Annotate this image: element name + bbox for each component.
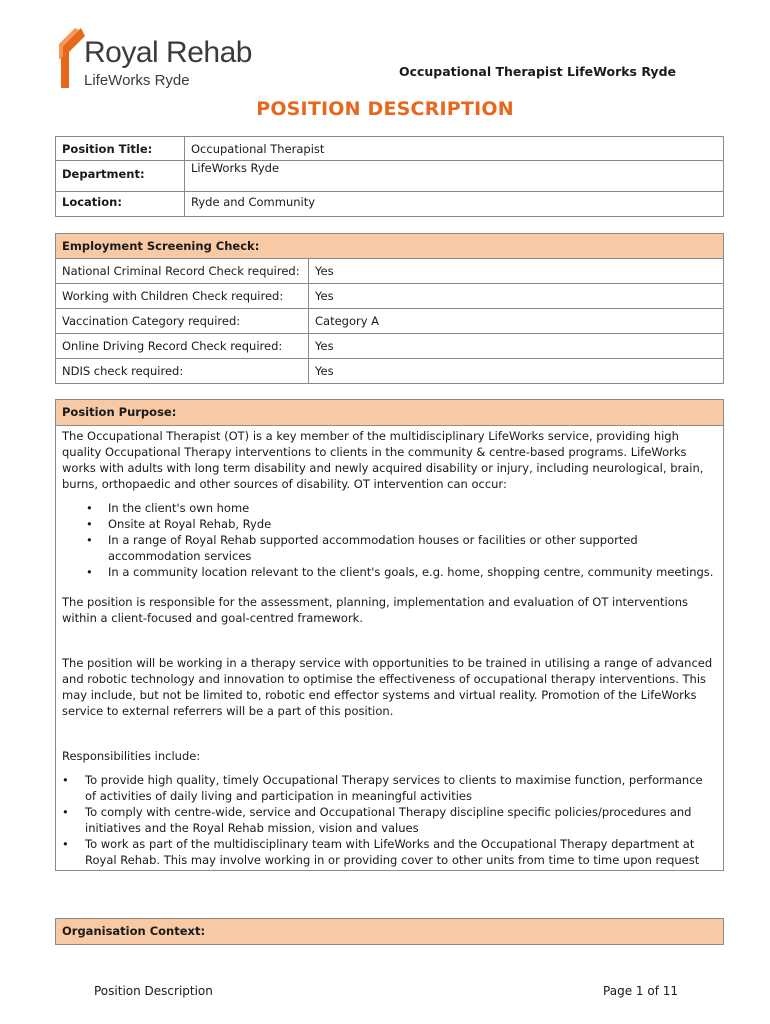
check-value: Category A bbox=[309, 309, 724, 334]
position-purpose-table bbox=[55, 399, 724, 871]
position-details-table bbox=[55, 136, 724, 217]
table-header-row bbox=[56, 400, 724, 426]
purpose-intro: The Occupational Therapist (OT) is a key member of the multidisciplinary LifeWorks service, providing high quality Occupational Therapy interventions to clients in the community & centre-based programs. LifeWorks works with adults with long term disability and newly acquired disability or injury, including neurological, brain, burns, orthopaedic and other sources of disability. OT intervention can occur: bbox=[62, 429, 704, 491]
location-label: Location: bbox=[56, 192, 185, 217]
table-row bbox=[56, 137, 724, 161]
table-header-row bbox=[56, 234, 724, 259]
table-row bbox=[56, 284, 724, 309]
check-value: Yes bbox=[309, 284, 724, 309]
check-label: Working with Children Check required: bbox=[56, 284, 309, 309]
check-value: Yes bbox=[309, 259, 724, 284]
table-row bbox=[56, 192, 724, 217]
department-value: LifeWorks Ryde bbox=[185, 161, 724, 192]
list-item: • In a community location relevant to the client's goals, e.g. home, shopping centre, community meetings. bbox=[62, 564, 717, 580]
footer-label: Position Description bbox=[94, 984, 213, 998]
table-row bbox=[56, 359, 724, 384]
location-list bbox=[62, 500, 717, 580]
table-row bbox=[56, 259, 724, 284]
list-item: • To comply with centre-wide, service and Occupational Therapy discipline specific policies/procedures and initiatives and the Royal Rehab mission, vision and values bbox=[62, 804, 717, 836]
check-label: Online Driving Record Check required: bbox=[56, 334, 309, 359]
page-title: POSITION DESCRIPTION bbox=[256, 98, 514, 120]
check-label: Vaccination Category required: bbox=[56, 309, 309, 334]
screening-check-table bbox=[55, 233, 724, 384]
table-row bbox=[56, 426, 724, 871]
department-label: Department: bbox=[56, 161, 185, 192]
check-label: National Criminal Record Check required: bbox=[56, 259, 309, 284]
purpose-heading: Position Purpose: bbox=[56, 400, 724, 426]
screening-heading: Employment Screening Check: bbox=[56, 234, 724, 259]
list-item: • Onsite at Royal Rehab, Ryde bbox=[62, 516, 717, 532]
purpose-paragraph-2: The position is responsible for the assessment, planning, implementation and evaluation of OT interventions within a client-focused and goal-centred framework. bbox=[62, 595, 689, 625]
list-item: • To work as part of the multidisciplinary team with LifeWorks and the Occupational Therapy department at Royal Rehab. This may involve working in or providing cover to other units from time to time upon request bbox=[62, 836, 717, 868]
check-value: Yes bbox=[309, 334, 724, 359]
org-heading: Organisation Context: bbox=[56, 919, 724, 945]
logo-brand-text: Royal Rehab bbox=[84, 36, 252, 69]
page-number: Page 1 of 11 bbox=[603, 984, 678, 998]
logo-sub-text: LifeWorks Ryde bbox=[84, 72, 190, 89]
check-label: NDIS check required: bbox=[56, 359, 309, 384]
purpose-paragraph-3: The position will be working in a therapy service with opportunities to be trained in utilising a range of advanced and robotic technology and innovation to optimise the effectiveness of occupational therapy interventions. This may include, but not be limited to, robotic end effector systems and virtual reality. Promotion of the LifeWorks service to external referrers will be a part of this position. bbox=[62, 656, 713, 718]
responsibilities-list bbox=[62, 772, 717, 868]
table-row bbox=[56, 161, 724, 192]
check-value: Yes bbox=[309, 359, 724, 384]
purpose-body bbox=[56, 426, 724, 871]
list-item: • In a range of Royal Rehab supported accommodation houses or facilities or other supported accommodation services bbox=[62, 532, 717, 564]
logo-mark-icon bbox=[55, 26, 87, 90]
list-item: • In the client's own home bbox=[62, 500, 717, 516]
responsibilities-heading: Responsibilities include: bbox=[62, 749, 201, 763]
list-item: • To provide high quality, timely Occupational Therapy services to clients to maximise function, performance of activities of daily living and participation in meaningful activities bbox=[62, 772, 717, 804]
location-value: Ryde and Community bbox=[185, 192, 724, 217]
header-title: Occupational Therapist LifeWorks Ryde bbox=[398, 64, 676, 79]
table-row bbox=[56, 309, 724, 334]
table-header-row bbox=[56, 919, 724, 945]
organisation-context-table bbox=[55, 918, 724, 945]
royal-rehab-logo bbox=[55, 26, 255, 90]
position-title-value: Occupational Therapist bbox=[185, 137, 724, 161]
position-title-label: Position Title: bbox=[56, 137, 185, 161]
table-row bbox=[56, 334, 724, 359]
